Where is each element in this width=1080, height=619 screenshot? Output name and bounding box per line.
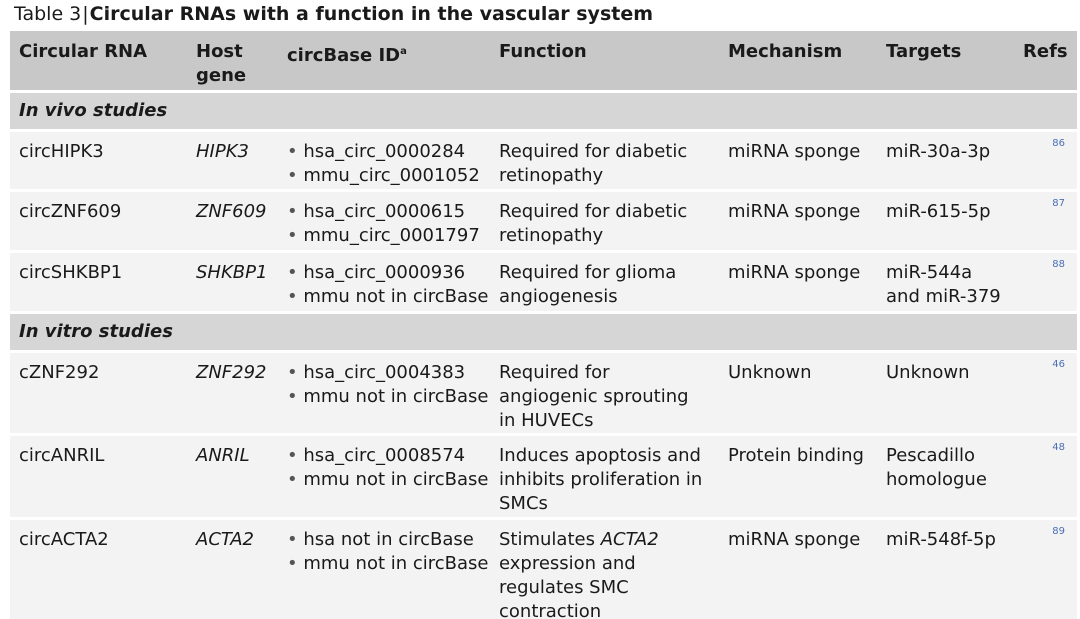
function-line: Induces apoptosis and [499,445,701,466]
table-row [10,353,1077,433]
cell-host-gene: SHKBP1 [196,262,268,283]
cell-function [499,261,676,309]
table-row [10,253,1077,311]
cell-circrna: circSHKBP1 [19,262,123,283]
function-line: Required for diabetic [499,201,688,222]
cell-circrna: circACTA2 [19,529,109,550]
cell-circrna: circANRIL [19,445,105,466]
section-in-vivo [10,93,1077,129]
cell-targets [886,444,987,492]
cell-circbase-id [287,444,489,492]
table-row [10,132,1077,189]
data-table [10,31,1077,619]
function-line: expression and [499,553,636,574]
cell-targets [886,261,1001,309]
function-text: Stimulates [499,529,601,550]
function-line: inhibits proliferation in [499,469,703,490]
table-row [10,520,1077,619]
function-line: angiogenic sprouting [499,386,689,407]
cell-circbase-id [287,140,480,188]
table-row [10,436,1077,517]
section-in-vitro [10,314,1077,350]
cell-circrna: cZNF292 [19,362,100,383]
target-line: Unknown [886,362,970,383]
cell-circbase-id [287,200,480,248]
header-host-line1: Host [196,41,243,62]
cell-host-gene: HIPK3 [196,141,249,162]
cell-mechanism: miRNA sponge [728,141,861,162]
cell-targets [886,200,991,224]
cell-ref: 86 [1052,138,1065,149]
cell-function [499,528,659,619]
circbase-id-item: • hsa_circ_0000936 [287,261,489,285]
cell-host-gene: ZNF609 [196,201,267,222]
header-circbase-footnote: a [400,46,407,57]
circbase-id-item: • hsa_circ_0004383 [287,361,489,385]
table-header [10,31,1077,90]
table-title: Circular RNAs with a function in the vascular system [89,3,654,25]
cell-host-gene: ZNF292 [196,362,267,383]
cell-mechanism: miRNA sponge [728,201,861,222]
section-label: In vitro studies [19,321,173,342]
circbase-id-item: • mmu_circ_0001797 [287,224,480,248]
table-caption [14,2,653,26]
target-line: miR-30a-3p [886,141,991,162]
circbase-id-item: • mmu not in circBase [287,552,489,576]
target-line: and miR-379 [886,286,1001,307]
cell-ref: 46 [1052,359,1065,370]
header-circbase-id [287,40,407,68]
circbase-id-item: • hsa_circ_0008574 [287,444,489,468]
cell-ref: 87 [1052,198,1065,209]
function-line: in HUVECs [499,410,594,431]
circbase-id-item: • mmu not in circBase [287,385,489,409]
circbase-id-item: • mmu_circ_0001052 [287,164,480,188]
circbase-id-item: • mmu not in circBase [287,285,489,309]
circbase-id-item: • mmu not in circBase [287,468,489,492]
cell-host-gene: ACTA2 [196,529,254,550]
table-row [10,192,1077,250]
circbase-id-item: • hsa_circ_0000615 [287,200,480,224]
cell-ref: 89 [1052,526,1065,537]
header-host-line2: gene [196,65,247,86]
header-function: Function [499,41,587,62]
function-line: angiogenesis [499,286,618,307]
header-refs: Refs [1023,41,1068,62]
function-line: retinopathy [499,165,604,186]
caption-separator: | [82,3,89,25]
function-line: Required for [499,362,610,383]
target-line: miR-544a [886,262,973,283]
circbase-id-item: • hsa_circ_0000284 [287,140,480,164]
section-label: In vivo studies [19,100,168,121]
function-line: regulates SMC [499,577,629,598]
header-host-gene [196,40,246,88]
target-line: miR-548f-5p [886,529,996,550]
cell-function [499,444,702,516]
cell-ref: 88 [1052,259,1065,270]
header-targets: Targets [886,41,962,62]
cell-function [499,140,687,188]
cell-targets [886,361,970,385]
header-circular-rna: Circular RNA [19,41,148,62]
function-line: SMCs [499,493,548,514]
header-circbase-label: circBase ID [287,45,401,66]
function-gene: ACTA2 [600,529,659,550]
function-line: retinopathy [499,225,604,246]
cell-circrna: circZNF609 [19,201,122,222]
function-line [499,528,659,552]
cell-host-gene: ANRIL [196,445,250,466]
cell-function [499,200,687,248]
cell-mechanism: Protein binding [728,445,864,466]
cell-targets [886,140,990,164]
cell-circbase-id [287,361,489,409]
cell-circrna: circHIPK3 [19,141,104,162]
cell-ref: 48 [1052,442,1065,453]
cell-function [499,361,689,433]
target-line: Pescadillo [886,445,976,466]
function-line: Required for glioma [499,262,677,283]
target-line: miR-615-5p [886,201,991,222]
cell-circbase-id [287,261,489,309]
cell-circbase-id [287,528,489,576]
cell-mechanism: miRNA sponge [728,529,861,550]
table-label: Table 3 [14,3,82,25]
header-mechanism: Mechanism [728,41,843,62]
cell-targets [886,528,996,552]
target-line: homologue [886,469,987,490]
cell-mechanism: Unknown [728,362,812,383]
function-line: Required for diabetic [499,141,688,162]
function-line: contraction [499,601,602,619]
circbase-id-item: • hsa not in circBase [287,528,489,552]
cell-mechanism: miRNA sponge [728,262,861,283]
